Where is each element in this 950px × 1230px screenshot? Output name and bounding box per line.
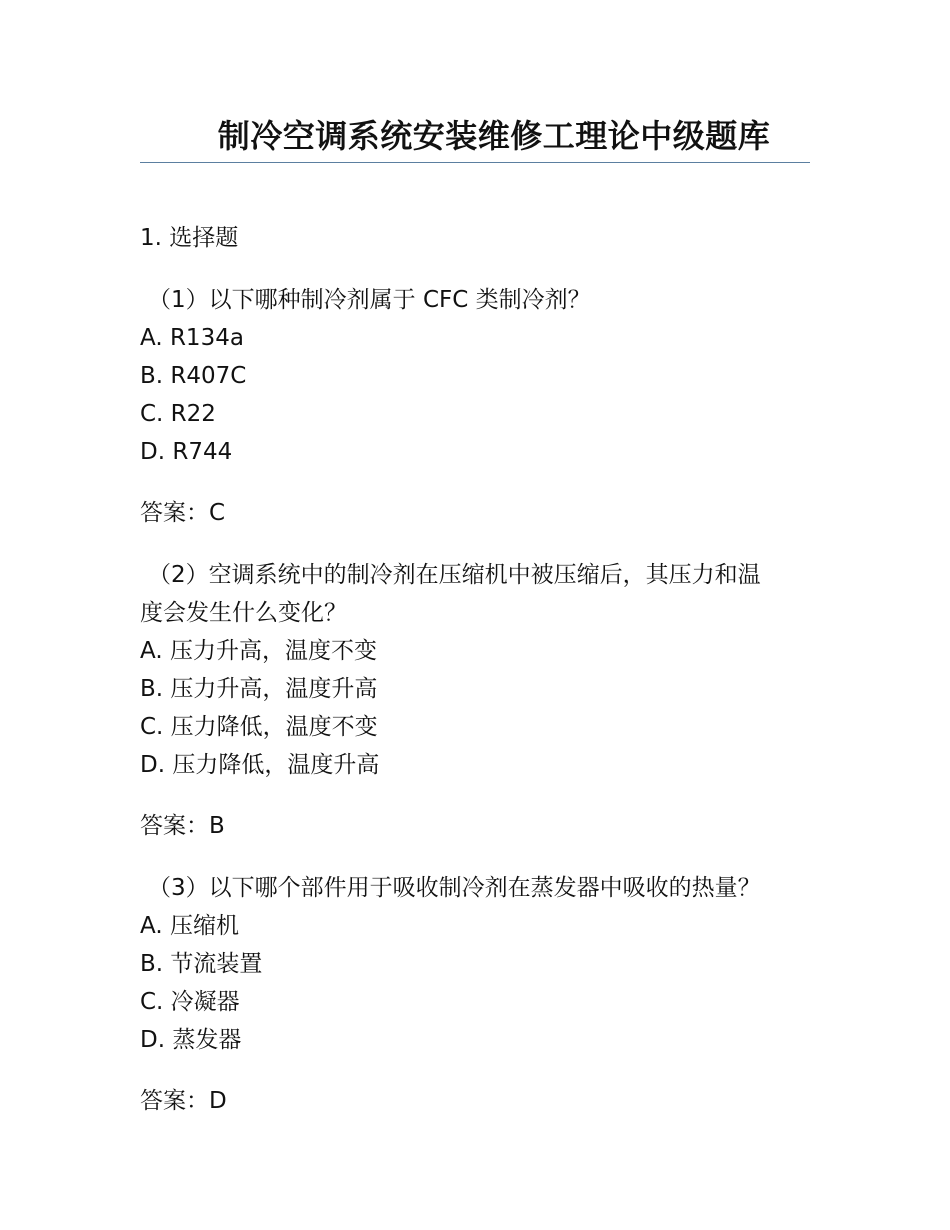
question-2-option-c: C. 压力降低，温度不变: [140, 714, 378, 740]
title-underline: [140, 162, 810, 163]
question-2-option-a: A. 压力升高，温度不变: [140, 638, 377, 664]
question-3-option-a: A. 压缩机: [140, 913, 239, 939]
question-2-option-b: B. 压力升高，温度升高: [140, 676, 378, 702]
question-3-option-b: B. 节流装置: [140, 951, 263, 977]
question-1-option-a: A. R134a: [140, 325, 244, 351]
question-1-stem: （1）以下哪种制冷剂属于 CFC 类制冷剂？: [148, 287, 591, 313]
question-3-stem: （3）以下哪个部件用于吸收制冷剂在蒸发器中吸收的热量？: [148, 875, 761, 901]
question-1-option-c: C. R22: [140, 401, 216, 427]
question-3-option-c: C. 冷凝器: [140, 989, 240, 1015]
question-1-option-d: D. R744: [140, 439, 233, 465]
document-title: 制冷空调系统安装维修工理论中级题库: [217, 117, 771, 155]
question-1-answer: 答案：C: [140, 500, 226, 526]
question-2-stem-line-2: 度会发生什么变化？: [140, 600, 347, 626]
question-2-answer: 答案：B: [140, 813, 225, 839]
question-1-option-b: B. R407C: [140, 363, 247, 389]
question-3-option-d: D. 蒸发器: [140, 1027, 242, 1053]
question-2-stem-line-1: （2）空调系统中的制冷剂在压缩机中被压缩后，其压力和温: [148, 562, 761, 588]
question-3-answer: 答案：D: [140, 1088, 227, 1114]
section-heading: 1. 选择题: [140, 225, 239, 251]
question-2-option-d: D. 压力降低，温度升高: [140, 752, 380, 778]
